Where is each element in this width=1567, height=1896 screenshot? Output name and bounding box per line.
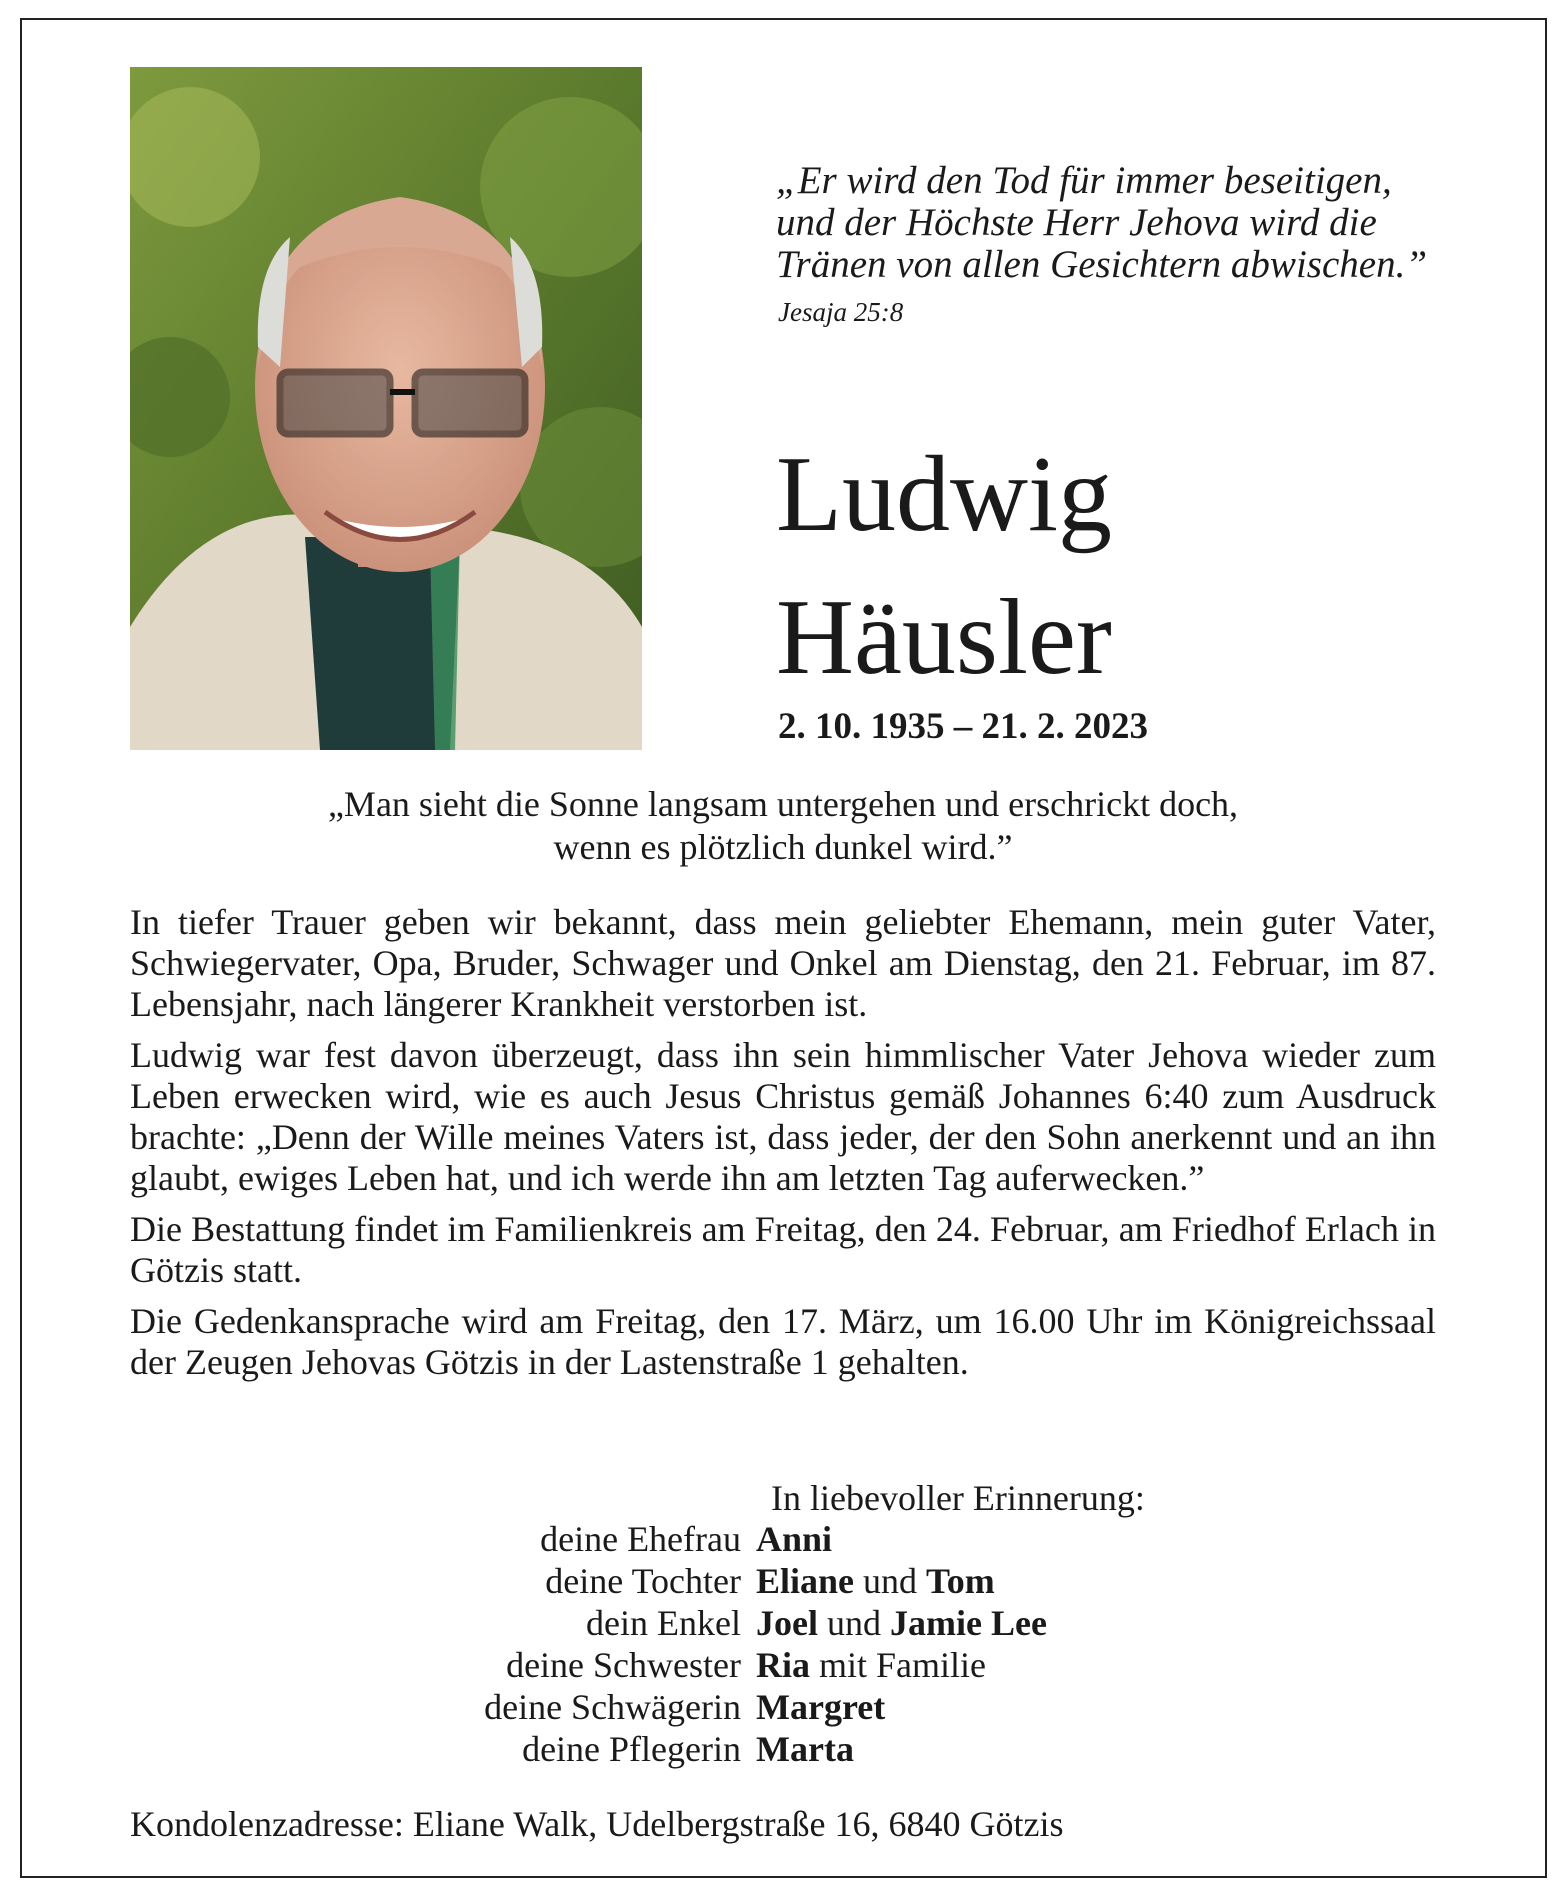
family-row xyxy=(300,1518,1400,1560)
family-role: dein Enkel xyxy=(586,1603,741,1643)
family-name: Margret xyxy=(756,1687,886,1727)
family-row xyxy=(300,1602,1400,1644)
first-name: Ludwig xyxy=(776,435,1112,554)
family-row xyxy=(300,1728,1400,1770)
family-name: Tom xyxy=(926,1561,995,1601)
family-role: deine Schwägerin xyxy=(484,1687,741,1727)
bible-verse-line: Tränen von allen Gesichtern abwischen.” xyxy=(776,243,1428,286)
bible-verse-line: „Er wird den Tod für immer beseitigen, xyxy=(776,159,1392,202)
family-list xyxy=(300,1518,1400,1770)
family-role: deine Pflegerin xyxy=(522,1729,741,1769)
family-joiner: mit Familie xyxy=(810,1645,986,1685)
family-name: Eliane xyxy=(756,1561,855,1601)
paragraph: Ludwig war fest davon überzeugt, dass ihn sein himmlischer Vater Jehova wieder zum Leben erwecken wird, wie es auch Jesus Christus gemäß Johannes 6:40 zum Ausdruck brachte: „Denn der Wille meines Vaters ist, dass jeder, der den Sohn anerkennt und an ihn glaubt, ewiges Leben hat, und ich werde ihn am letzten Tag auferwecken.” xyxy=(130,1035,1436,1198)
family-row xyxy=(300,1644,1400,1686)
memory-heading: In liebevoller Erinnerung: xyxy=(771,1478,1145,1518)
paragraph: In tiefer Trauer geben wir bekannt, dass mein geliebter Ehemann, mein guter Vater, Schwiegervater, Opa, Bruder, Schwager und Onkel am Dienstag, den 21. Februar, im 87. Lebensjahr, nach längerer Krankheit verstorben ist. xyxy=(130,902,1436,1024)
family-name: Anni xyxy=(756,1519,833,1559)
bible-verse-line: und der Höchste Herr Jehova wird die xyxy=(776,201,1377,244)
paragraph: Die Gedenkansprache wird am Freitag, den 17. März, um 16.00 Uhr im Königreichssaal der Zeugen Jehovas Götzis in der Lastenstraße 1 gehalten. xyxy=(130,1301,1436,1382)
sunset-quote xyxy=(130,783,1436,869)
family-name: Joel xyxy=(756,1603,818,1643)
family-row xyxy=(300,1560,1400,1602)
family-role: deine Ehefrau xyxy=(540,1519,741,1559)
paragraph: Die Bestattung findet im Familienkreis am Freitag, den 24. Februar, am Friedhof Erlach in Götzis statt. xyxy=(130,1209,1436,1290)
condolence-address: Kondolenzadresse: Eliane Walk, Udelbergstraße 16, 6840 Götzis xyxy=(130,1804,1064,1844)
family-row xyxy=(300,1686,1400,1728)
family-role: deine Schwester xyxy=(506,1645,741,1685)
portrait-photo xyxy=(130,67,642,750)
quote-line: „Man sieht die Sonne langsam untergehen und erschrickt doch, xyxy=(327,784,1239,824)
announcement-text xyxy=(130,902,1436,1393)
family-name: Jamie Lee xyxy=(889,1603,1047,1643)
family-joiner: und xyxy=(854,1561,927,1601)
bible-verse xyxy=(776,160,1476,286)
last-name: Häusler xyxy=(776,578,1112,697)
family-role: deine Tochter xyxy=(545,1561,741,1601)
life-dates: 2. 10. 1935 – 21. 2. 2023 xyxy=(778,706,1148,747)
family-name: Marta xyxy=(756,1729,854,1769)
family-joiner: und xyxy=(817,1603,890,1643)
family-name: Ria xyxy=(756,1645,810,1685)
quote-line: wenn es plötzlich dunkel wird.” xyxy=(553,827,1013,867)
bible-verse-source: Jesaja 25:8 xyxy=(778,297,904,327)
